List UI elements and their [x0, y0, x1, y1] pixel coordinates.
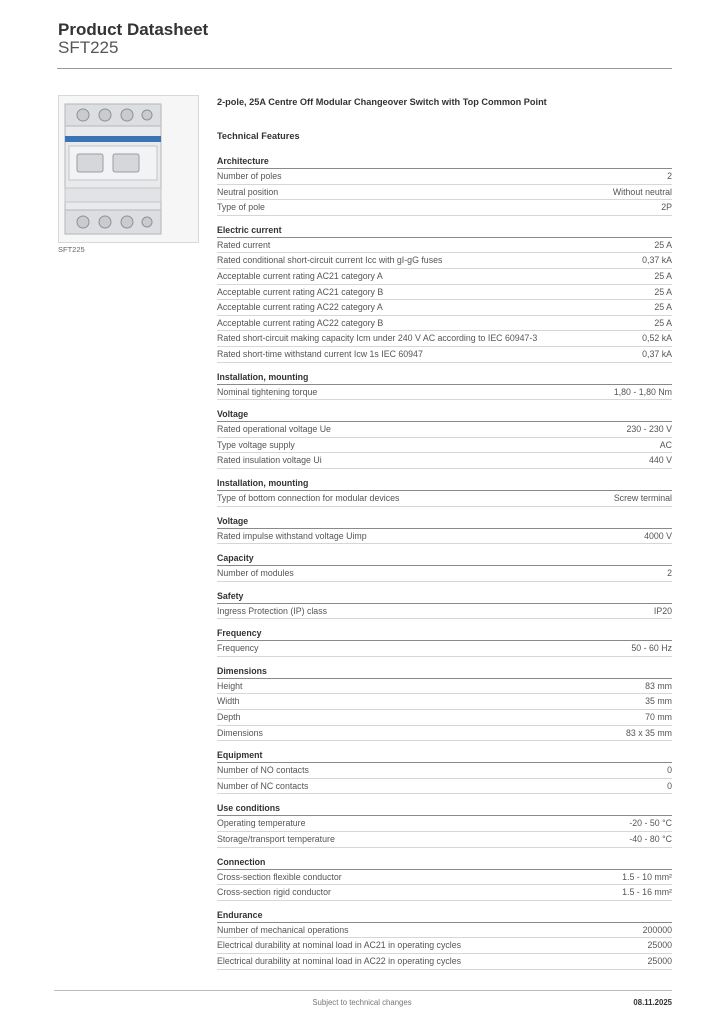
spec-row [217, 253, 672, 269]
spec-row [217, 300, 672, 316]
section-title: Equipment [217, 749, 672, 763]
section-title: Architecture [217, 155, 672, 169]
spec-label: Type of bottom connection for modular devices [217, 492, 400, 503]
spec-label: Ingress Protection (IP) class [217, 605, 327, 616]
spec-row [217, 185, 672, 201]
section-title: Endurance [217, 909, 672, 923]
spec-label: Number of poles [217, 171, 282, 181]
spec-value: -40 - 80 °C [629, 834, 672, 845]
spec-row [217, 832, 672, 848]
spec-value: 83 x 35 mm [626, 727, 672, 738]
spec-value: AC [659, 439, 672, 450]
spec-label: Rated insulation voltage Ui [217, 455, 322, 466]
spec-label: Frequency [217, 643, 259, 654]
spec-row [217, 679, 672, 695]
spec-label: Rated operational voltage Ue [217, 424, 331, 435]
spec-row [217, 763, 672, 779]
spec-section [217, 371, 672, 401]
spec-row [217, 169, 672, 185]
spec-section [217, 856, 672, 901]
spec-section [217, 408, 672, 469]
section-title: Electric current [217, 224, 672, 238]
spec-label: Storage/transport temperature [217, 834, 335, 845]
spec-section [217, 802, 672, 847]
spec-row [217, 885, 672, 901]
spec-row [217, 316, 672, 332]
spec-section [217, 477, 672, 507]
spec-section [217, 552, 672, 582]
spec-section [217, 665, 672, 741]
spec-label: Neutral position [217, 186, 279, 197]
product-code: SFT225 [58, 38, 119, 57]
spec-label: Width [217, 696, 240, 707]
spec-value: 4000 V [644, 530, 672, 541]
features-heading: Technical Features [217, 131, 300, 141]
spec-row [217, 694, 672, 710]
spec-value: 1.5 - 16 mm² [622, 887, 672, 898]
section-title: Capacity [217, 552, 672, 566]
spec-row [217, 710, 672, 726]
spec-row [217, 954, 672, 970]
spec-label: Electrical durability at nominal load in AC22 in operating cycles [217, 956, 461, 966]
spec-row [217, 453, 672, 469]
footer-note: Subject to technical changes [312, 998, 412, 1007]
spec-row [217, 422, 672, 438]
footer-divider [54, 990, 672, 991]
spec-row [217, 938, 672, 954]
spec-value: 200000 [642, 924, 672, 935]
spec-row [217, 529, 672, 545]
spec-value: Without neutral [612, 186, 672, 197]
section-title: Connection [217, 856, 672, 870]
spec-label: Acceptable current rating AC21 category A [217, 270, 383, 281]
spec-label: Rated conditional short-circuit current Icc with gI-gG fuses [217, 255, 443, 266]
spec-value: 1,80 - 1,80 Nm [613, 386, 672, 397]
spec-label: Number of NC contacts [217, 780, 309, 791]
spec-value: 50 - 60 Hz [631, 643, 672, 654]
spec-value: 25000 [647, 956, 672, 966]
spec-section [217, 749, 672, 794]
spec-label: Cross-section rigid conductor [217, 887, 331, 898]
spec-label: Number of modules [217, 568, 294, 579]
spec-label: Type of pole [217, 202, 265, 213]
spec-label: Depth [217, 712, 241, 723]
spec-row [217, 385, 672, 401]
spec-sections [217, 155, 672, 970]
spec-row [217, 238, 672, 254]
spec-value: 2 [667, 171, 672, 181]
spec-row [217, 726, 672, 742]
spec-label: Dimensions [217, 727, 263, 738]
product-subtitle: 2-pole, 25A Centre Off Modular Changeover Switch with Top Common Point [217, 97, 547, 107]
spec-label: Height [217, 680, 243, 691]
spec-row [217, 566, 672, 582]
spec-row [217, 641, 672, 657]
spec-section [217, 515, 672, 545]
spec-label: Rated impulse withstand voltage Uimp [217, 530, 367, 541]
spec-value: 25 A [654, 239, 672, 250]
spec-value: 2P [661, 202, 672, 213]
spec-section [217, 627, 672, 657]
spec-row [217, 491, 672, 507]
spec-row [217, 285, 672, 301]
spec-row [217, 331, 672, 347]
spec-label: Acceptable current rating AC22 category A [217, 302, 383, 313]
spec-value: 0 [667, 765, 672, 776]
spec-value: 0,37 kA [642, 255, 672, 266]
section-title: Installation, mounting [217, 477, 672, 491]
spec-value: Screw terminal [613, 492, 672, 503]
section-title: Frequency [217, 627, 672, 641]
spec-row [217, 604, 672, 620]
spec-section [217, 155, 672, 216]
spec-label: Operating temperature [217, 818, 306, 829]
spec-label: Acceptable current rating AC21 category B [217, 286, 384, 297]
spec-value: 25 A [654, 317, 672, 328]
spec-value: 25 A [654, 270, 672, 281]
spec-value: 0,37 kA [642, 348, 672, 359]
spec-value: 25 A [654, 286, 672, 297]
spec-label: Rated current [217, 239, 271, 250]
spec-label: Number of NO contacts [217, 765, 309, 776]
spec-row [217, 779, 672, 795]
spec-value: 25000 [647, 940, 672, 951]
spec-value: 230 - 230 V [626, 424, 672, 435]
spec-label: Rated short-circuit making capacity Icm under 240 V AC according to IEC 60947-3 [217, 333, 538, 344]
spec-row [217, 870, 672, 886]
page-title: Product Datasheet [58, 20, 209, 39]
section-title: Installation, mounting [217, 371, 672, 385]
product-image [58, 95, 199, 243]
section-title: Safety [217, 590, 672, 604]
spec-value: 440 V [649, 455, 672, 466]
spec-value: 0,52 kA [642, 333, 672, 344]
spec-value: 2 [667, 568, 672, 579]
spec-value: 70 mm [645, 712, 672, 723]
footer-date: 08.11.2025 [633, 998, 672, 1007]
spec-value: 35 mm [645, 696, 672, 707]
spec-section [217, 224, 672, 363]
spec-section [217, 590, 672, 620]
spec-row [217, 923, 672, 939]
image-caption: SFT225 [58, 245, 85, 254]
spec-row [217, 438, 672, 454]
spec-label: Type voltage supply [217, 439, 295, 450]
spec-row [217, 269, 672, 285]
section-title: Use conditions [217, 802, 672, 816]
spec-label: Cross-section flexible conductor [217, 871, 342, 882]
spec-label: Rated short-time withstand current Icw 1s IEC 60947 [217, 348, 423, 359]
spec-content [217, 95, 672, 970]
spec-label: Electrical durability at nominal load in AC21 in operating cycles [217, 940, 461, 951]
spec-value: 0 [667, 780, 672, 791]
spec-value: 83 mm [645, 680, 672, 691]
header-divider [57, 68, 672, 69]
spec-section [217, 909, 672, 970]
spec-value: 25 A [654, 302, 672, 313]
spec-value: IP20 [653, 605, 672, 616]
spec-value: -20 - 50 °C [629, 818, 672, 829]
section-title: Voltage [217, 515, 672, 529]
changeover-switch-illustration [59, 96, 198, 242]
spec-row [217, 816, 672, 832]
spec-label: Acceptable current rating AC22 category B [217, 317, 384, 328]
spec-row [217, 200, 672, 216]
spec-label: Number of mechanical operations [217, 924, 349, 935]
section-title: Dimensions [217, 665, 672, 679]
section-title: Voltage [217, 408, 672, 422]
spec-label: Nominal tightening torque [217, 386, 318, 397]
spec-value: 1.5 - 10 mm² [622, 871, 672, 882]
spec-row [217, 347, 672, 363]
